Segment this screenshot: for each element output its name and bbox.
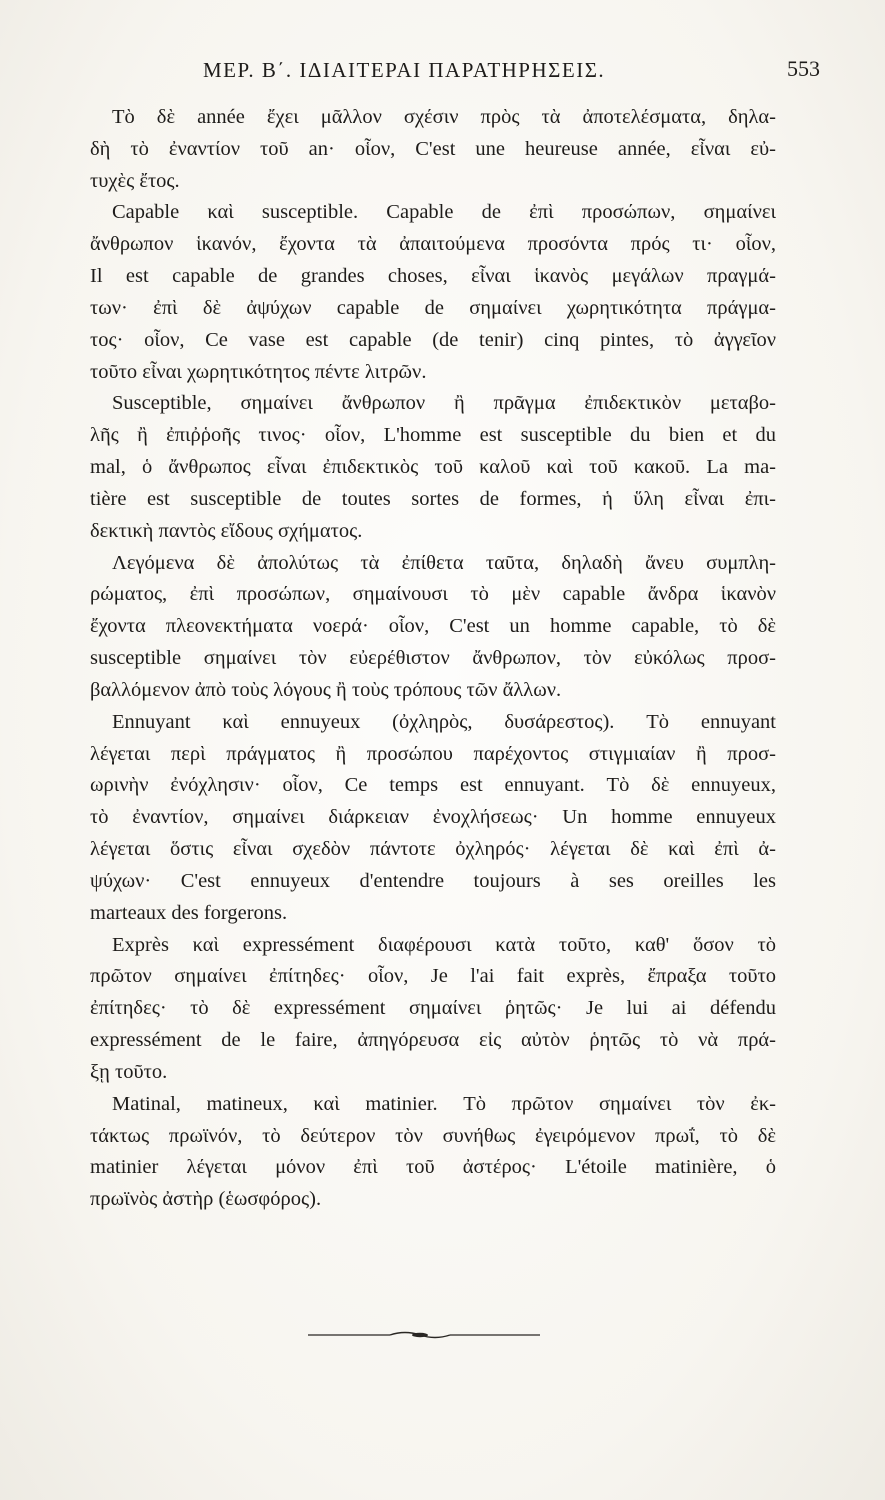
text-line: ἔχοντα πλεονεκτήματα νοερά· οἷον, C'est un homme capable, τὸ δὲ (90, 615, 776, 638)
body-text (90, 102, 776, 1216)
text-line: expressément de le faire, ἀπηγόρευσα εἰς αὐτὸν ῥητῶς τὸ νὰ πρά- (90, 1029, 776, 1052)
end-ornament-rule (0, 1325, 885, 1345)
text-line: Susceptible, σημαίνει ἄνθρωπον ἢ πρᾶγμα ἐπιδεκτικὸν μεταβο- (112, 392, 776, 415)
text-line: Exprès καὶ expressément διαφέρουσι κατὰ τοῦτο, καθ' ὅσον τὸ (112, 933, 776, 956)
text-line: βαλλόμενον ἀπὸ τοὺς λόγους ἢ τοὺς τρόπους τῶν ἄλλων. (90, 678, 562, 701)
text-line: tière est susceptible de toutes sortes de formes, ἡ ὕλη εἶναι ἐπι- (90, 487, 776, 510)
text-line: Ennuyant καὶ ennuyeux (ὀχληρὸς, δυσάρεστος). Τὸ ennuyant (112, 710, 776, 733)
text-line: λῆς ἢ ἐπιῤῥοῆς τινος· οἷον, L'homme est susceptible du bien et du (90, 424, 776, 447)
text-line: λέγεται ὅστις εἶναι σχεδὸν πάντοτε ὀχληρός· λέγεται δὲ καὶ ἐπὶ ἀ- (90, 838, 776, 861)
text-line: Capable καὶ susceptible. Capable de ἐπὶ προσώπων, σημαίνει (112, 201, 776, 224)
page-header (0, 54, 885, 88)
text-line: Τὸ δὲ année ἔχει μᾶλλον σχέσιν πρὸς τὰ ἀποτελέσματα, δηλα- (112, 106, 776, 128)
text-line: πρωϊνὸς ἀστὴρ (ἑωσφόρος). (90, 1188, 322, 1211)
text-line: δεκτικὴ παντὸς εἴδους σχήματος. (90, 519, 363, 542)
text-line: ωρινὴν ἐνόχλησιν· οἷον, Ce temps est ennuyant. Τὸ δὲ ennuyeux, (90, 774, 776, 797)
text-line: mal, ὁ ἄνθρωπος εἶναι ἐπιδεκτικὸς τοῦ καλοῦ καὶ τοῦ κακοῦ. La ma- (90, 456, 776, 479)
text-line: λέγεται περὶ πράγματος ἢ προσώπου παρέχοντος στιγμιαίαν ἢ προσ- (90, 742, 776, 765)
text-line: susceptible σημαίνει τὸν εὐερέθιστον ἄνθρωπον, τὸν εὐκόλως προσ- (90, 647, 776, 670)
text-line: ἄνθρωπον ἱκανόν, ἔχοντα τὰ ἀπαιτούμενα προσόντα πρός τι· οἷον, (90, 233, 776, 256)
text-line: τὸ ἐναντίον, σημαίνει διάρκειαν ἐνοχλήσεως· Un homme ennuyeux (90, 806, 776, 829)
text-line: ρώματος, ἐπὶ προσώπων, σημαίνουσι τὸ μὲν capable ἄνδρα ἱκανὸν (90, 583, 776, 606)
text-line: ψύχων· C'est ennuyeux d'entendre toujours à ses oreilles les (90, 869, 776, 892)
text-line: Matinal, matineux, καὶ matinier. Τὸ πρῶτον σημαίνει τὸν ἐκ- (112, 1092, 776, 1115)
text-line: τος· οἷον, Ce vase est capable (de tenir) cinq pintes, τὸ ἀγγεῖον (90, 328, 776, 351)
page-number: 553 (787, 56, 820, 81)
text-line: Il est capable de grandes choses, εἶναι ἱκανὸς μεγάλων πραγμά- (90, 265, 776, 288)
text-line: τυχὲς ἔτος. (90, 169, 180, 192)
text-line: τοῦτο εἶναι χωρητικότητος πέντε λιτρῶν. (90, 360, 427, 383)
running-head: ΜΕΡ. Β΄. ΙΔΙΑΙΤΕΡΑΙ ΠΑΡΑΤΗΡΗΣΕΙΣ. (203, 58, 606, 82)
text-line: δὴ τὸ ἐναντίον τοῦ an· οἷον, C'est une heureuse année, εἶναι εὐ- (90, 137, 776, 160)
text-line: πρῶτον σημαίνει ἐπίτηδες· οἷον, Je l'ai fait exprès, ἔπραξα τοῦτο (90, 965, 776, 988)
text-line: Λεγόμενα δὲ ἀπολύτως τὰ ἐπίθετα ταῦτα, δηλαδὴ ἄνευ συμπλη- (112, 551, 776, 574)
text-line: marteaux des forgerons. (90, 901, 288, 924)
text-line: των· ἐπὶ δὲ ἀψύχων capable de σημαίνει χωρητικότητα πράγμα- (90, 296, 776, 319)
text-line: τάκτως πρωϊνόν, τὸ δεύτερον τὸν συνήθως ἐγειρόμενον πρωΐ, τὸ δὲ (90, 1124, 776, 1147)
text-line: ἐπίτηδες· τὸ δὲ expressément σημαίνει ῥητῶς· Je lui ai défendu (90, 997, 776, 1020)
text-line: ξῃ τοῦτο. (90, 1060, 168, 1083)
text-line: matinier λέγεται μόνον ἐπὶ τοῦ ἀστέρος· L'étoile matinière, ὁ (90, 1156, 776, 1179)
